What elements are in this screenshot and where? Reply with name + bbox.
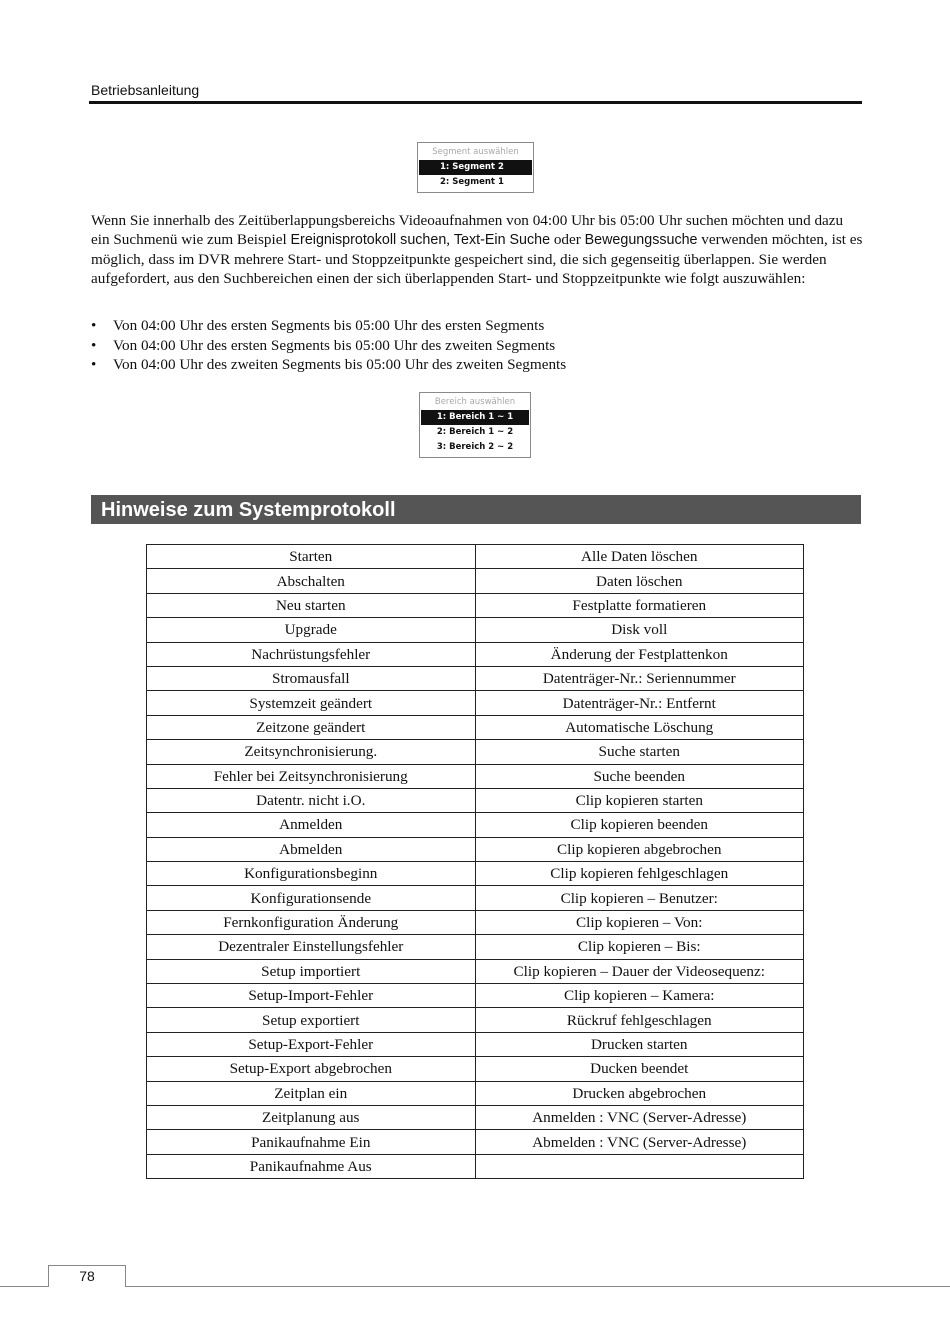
table-row <box>147 666 804 690</box>
bullet-icon: • <box>91 356 97 373</box>
table-row <box>147 593 804 617</box>
range-menu-item: 2: Bereich 1 ~ 2 <box>436 427 514 437</box>
paragraph-text: oder <box>550 231 585 248</box>
table-cell: Datentr. nicht i.O. <box>147 788 476 812</box>
table-cell: Drucken starten <box>475 1032 804 1056</box>
table-cell: Festplatte formatieren <box>475 593 804 617</box>
table-row <box>147 1130 804 1154</box>
table-row <box>147 1105 804 1129</box>
table-row <box>147 1154 804 1178</box>
list-item-text: Von 04:00 Uhr des ersten Segments bis 05:00 Uhr des zweiten Segments <box>113 336 556 354</box>
page-number: 78 <box>48 1265 126 1287</box>
table-row <box>147 715 804 739</box>
table-cell: Konfigurationsende <box>147 886 476 910</box>
table-cell: Automatische Löschung <box>475 715 804 739</box>
table-row <box>147 764 804 788</box>
table-cell: Konfigurationsbeginn <box>147 862 476 886</box>
table-row <box>147 984 804 1008</box>
table-cell: Fernkonfiguration Änderung <box>147 910 476 934</box>
segment-select-menu <box>417 142 534 193</box>
table-cell: Clip kopieren – Kamera: <box>475 984 804 1008</box>
segment-menu-title: Segment auswählen <box>432 147 519 157</box>
term-text-in-search: Text-Ein Suche <box>453 232 551 248</box>
header-rule <box>89 101 862 104</box>
table-row <box>147 1057 804 1081</box>
table-cell: Abmelden : VNC (Server-Adresse) <box>475 1130 804 1154</box>
table-row <box>147 935 804 959</box>
footer-rule <box>0 1286 48 1287</box>
segment-menu-item: 1: Segment 2 <box>419 160 532 175</box>
table-cell: Stromausfall <box>147 666 476 690</box>
table-cell: Drucken abgebrochen <box>475 1081 804 1105</box>
range-select-menu <box>419 392 531 458</box>
table-cell: Clip kopieren abgebrochen <box>475 837 804 861</box>
table-cell: Fehler bei Zeitsynchronisierung <box>147 764 476 788</box>
table-cell: Suche beenden <box>475 764 804 788</box>
paragraph-text: verwenden möchten, ist es möglich, dass im DVR mehrere Start- und Stoppzeitpunkte gespeichert sind, die sich gegenseitig überlappen. Sie werden aufgefordert, aus den Suchbereichen einen der sich überlappenden Start- und Stoppzeitpunkte wie folgt auszuwählen: <box>91 231 863 287</box>
table-cell: Änderung der Festplattenkon <box>475 642 804 666</box>
table-row <box>147 862 804 886</box>
term-event-log-search: Ereignisprotokoll suchen <box>290 232 447 248</box>
table-cell: Setup exportiert <box>147 1008 476 1032</box>
table-cell: Disk voll <box>475 618 804 642</box>
table-row <box>147 740 804 764</box>
table-cell: Datenträger-Nr.: Seriennummer <box>475 666 804 690</box>
table-cell: Setup-Export abgebrochen <box>147 1057 476 1081</box>
bullet-list <box>91 316 566 375</box>
range-menu-title: Bereich auswählen <box>434 397 516 407</box>
section-heading: Hinweise zum Systemprotokoll <box>91 495 861 524</box>
segment-menu-item: 2: Segment 1 <box>440 177 504 187</box>
paragraph-text: , <box>446 231 454 248</box>
table-cell: Abschalten <box>147 569 476 593</box>
table-cell: Suche starten <box>475 740 804 764</box>
table-row <box>147 788 804 812</box>
running-header: Betriebsanleitung <box>91 82 200 98</box>
list-item-text: Von 04:00 Uhr des zweiten Segments bis 05:00 Uhr des zweiten Segments <box>113 356 567 373</box>
table-cell: Zeitzone geändert <box>147 715 476 739</box>
paragraph-text: Wenn Sie innerhalb des Zeitüberlappungsbereichs Videoaufnahmen von 04:00 Uhr bis 05:00 Uhr suchen möchten und dazu ein Suchmenü wie zum Beispiel <box>91 212 844 248</box>
table-cell: Dezentraler Einstellungsfehler <box>147 935 476 959</box>
table-cell: Neu starten <box>147 593 476 617</box>
list-item <box>91 336 566 356</box>
term-motion-search: Bewegungssuche <box>584 232 698 248</box>
table-row <box>147 569 804 593</box>
footer-rule <box>126 1286 950 1287</box>
table-cell: Clip kopieren – Dauer der Videosequenz: <box>475 959 804 983</box>
table-cell: Datenträger-Nr.: Entfernt <box>475 691 804 715</box>
table-row <box>147 1032 804 1056</box>
bullet-icon: • <box>91 336 97 354</box>
list-item-text: Von 04:00 Uhr des ersten Segments bis 05:00 Uhr des ersten Segments <box>113 317 545 334</box>
table-cell: Zeitsynchronisierung. <box>147 740 476 764</box>
table-cell: Upgrade <box>147 618 476 642</box>
system-log-table-body <box>147 545 804 1179</box>
table-cell: Anmelden <box>147 813 476 837</box>
bullet-icon: • <box>91 317 97 334</box>
table-cell: Zeitplan ein <box>147 1081 476 1105</box>
system-log-table <box>146 544 804 1179</box>
table-cell: Clip kopieren fehlgeschlagen <box>475 862 804 886</box>
table-cell: Nachrüstungsfehler <box>147 642 476 666</box>
table-row <box>147 886 804 910</box>
table-row <box>147 691 804 715</box>
table-row <box>147 642 804 666</box>
table-cell: Rückruf fehlgeschlagen <box>475 1008 804 1032</box>
list-item <box>91 316 566 336</box>
table-row <box>147 1081 804 1105</box>
table-cell: Clip kopieren – Benutzer: <box>475 886 804 910</box>
range-menu-item: 1: Bereich 1 ~ 1 <box>421 410 529 425</box>
table-cell: Clip kopieren – Bis: <box>475 935 804 959</box>
table-cell: Panikaufnahme Aus <box>147 1154 476 1178</box>
table-cell: Clip kopieren starten <box>475 788 804 812</box>
table-row <box>147 837 804 861</box>
table-cell: Starten <box>147 545 476 569</box>
range-menu-item: 3: Bereich 2 ~ 2 <box>436 442 514 452</box>
table-cell <box>475 1154 804 1178</box>
table-cell: Setup-Import-Fehler <box>147 984 476 1008</box>
table-row <box>147 1008 804 1032</box>
table-cell: Clip kopieren beenden <box>475 813 804 837</box>
table-row <box>147 910 804 934</box>
table-cell: Abmelden <box>147 837 476 861</box>
table-cell: Panikaufnahme Ein <box>147 1130 476 1154</box>
table-cell: Ducken beendet <box>475 1057 804 1081</box>
table-row <box>147 959 804 983</box>
table-cell: Setup importiert <box>147 959 476 983</box>
table-cell: Clip kopieren – Von: <box>475 910 804 934</box>
table-row <box>147 813 804 837</box>
list-item <box>91 355 566 375</box>
table-row <box>147 545 804 569</box>
table-cell: Setup-Export-Fehler <box>147 1032 476 1056</box>
table-cell: Zeitplanung aus <box>147 1105 476 1129</box>
table-cell: Systemzeit geändert <box>147 691 476 715</box>
table-cell: Anmelden : VNC (Server-Adresse) <box>475 1105 804 1129</box>
body-paragraph <box>91 211 863 288</box>
table-cell: Alle Daten löschen <box>475 545 804 569</box>
table-cell: Daten löschen <box>475 569 804 593</box>
table-row <box>147 618 804 642</box>
